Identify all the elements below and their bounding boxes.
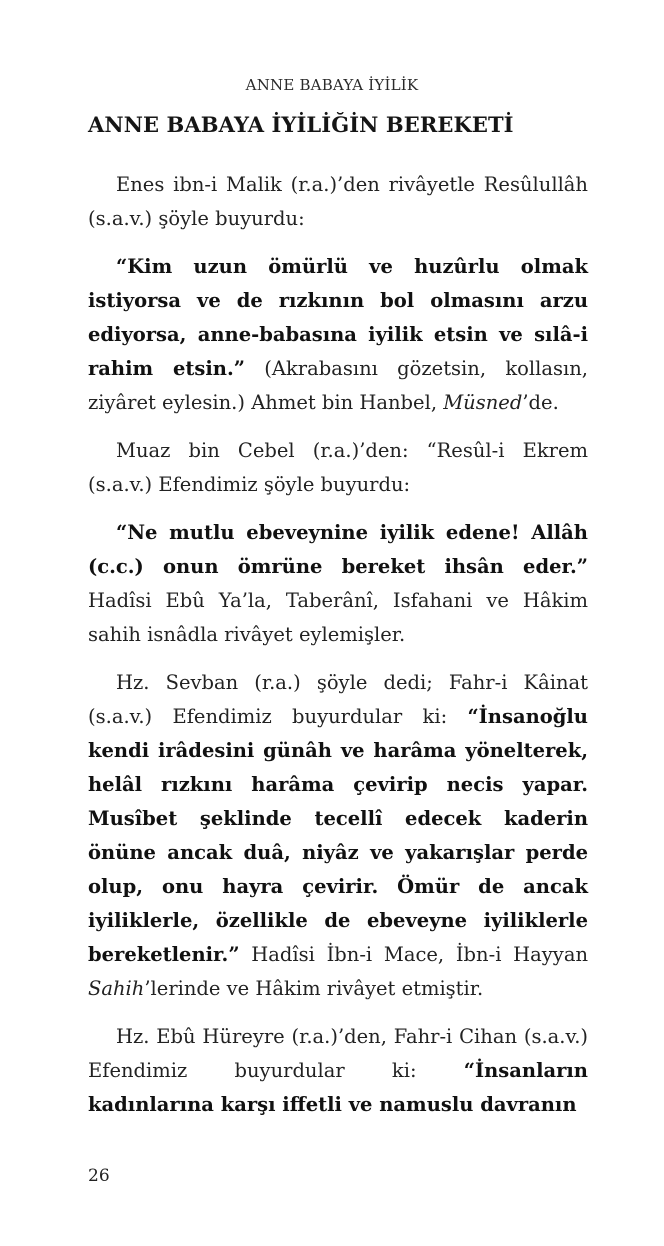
body-text (88, 168, 588, 1136)
chapter-title: ANNE BABAYA İYİLİĞİN BEREKETİ (88, 112, 514, 137)
paragraph-text: Hadîsi Ebû Ya’la, Taberânî, Isfahani ve Hâkim sahih isnâdla rivâyet eylemişler. (88, 589, 588, 646)
paragraph-text: ’de. (522, 391, 559, 414)
paragraph-text: Hadîsi İbn-i Mace, İbn-i Hayyan (239, 943, 588, 966)
paragraph-2 (88, 250, 588, 420)
hadith-quote: “Kim uzun ömürlü ve huzûrlu olmak istiyorsa ve de rızkının bol olmasını arzu ediyorsa, anne-babasına iyilik etsin ve sılâ-i rahim etsin.” (88, 255, 588, 380)
source-title: Müsned (443, 391, 523, 414)
paragraph-6 (88, 1020, 588, 1122)
paragraph-3 (88, 434, 588, 502)
hadith-quote: “İnsanoğlu kendi irâdesini günâh ve harâma yönelterek, helâl rızkını harâma çevirip necis yapar. Musîbet şeklinde tecellî edecek kaderin önüne ancak duâ, niyâz ve yakarışlar perde olup, onu hayra çevirir. Ömür de ancak iyiliklerle, özellikle de ebeveyne iyiliklerle bereketlenir.” (88, 705, 588, 966)
source-title: Sahih (88, 977, 145, 1000)
page-number: 26 (88, 1166, 110, 1186)
paragraph-text: (Akrabasını gözetsin, kollasın, ziyâret eylesin.) Ahmet bin Hanbel, (88, 357, 588, 414)
paragraph-text: Hz. Sevban (r.a.) şöyle dedi; Fahr-i Kâinat (s.a.v.) Efendimiz buyurdular ki: (88, 671, 588, 728)
paragraph-4 (88, 516, 588, 652)
paragraph-text: Hz. Ebû Hüreyre (r.a.)’den, Fahr-i Cihan (s.a.v.) Efendimiz buyurdular ki: (88, 1025, 588, 1082)
paragraph-5 (88, 666, 588, 1006)
paragraph-1 (88, 168, 588, 236)
paragraph-text: Muaz bin Cebel (r.a.)’den: “Resûl-i Ekrem (s.a.v.) Efendimiz şöyle buyurdu: (88, 439, 588, 496)
paragraph-text: ’lerinde ve Hâkim rivâyet etmiştir. (144, 977, 484, 1000)
running-header: ANNE BABAYA İYİLİK (245, 76, 419, 94)
hadith-quote: “İnsanların kadınlarına karşı iffetli ve namuslu davranın (88, 1059, 588, 1116)
paragraph-text: Enes ibn-i Malik (r.a.)’den rivâyetle Resûlullâh (s.a.v.) şöyle buyurdu: (88, 173, 588, 230)
hadith-quote: “Ne mutlu ebeveynine iyilik edene! Allâh (c.c.) onun ömrüne bereket ihsân eder.” (88, 521, 588, 578)
